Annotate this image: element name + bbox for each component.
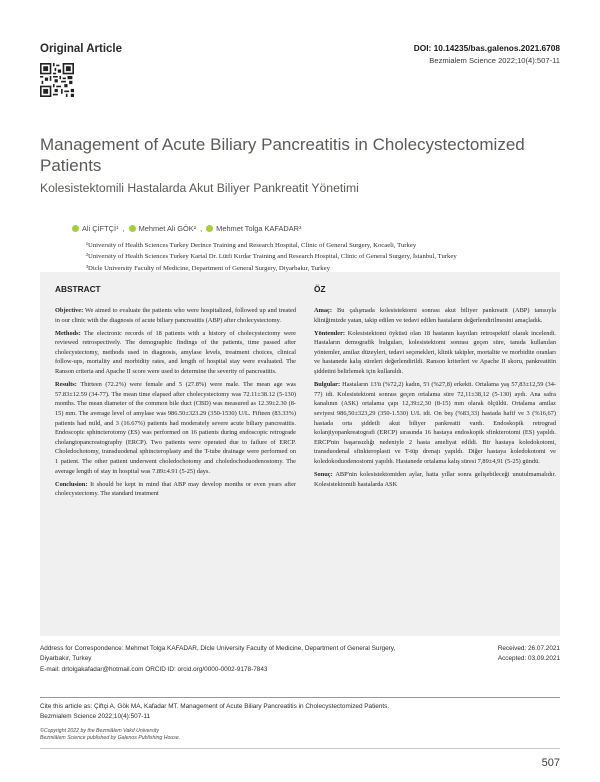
separator: ,: [200, 224, 203, 233]
abstract-conclusion: Conclusion: It should be kept in mind that ABP may develop months or even years after cholecystectomy. The standard treatment: [55, 480, 296, 498]
affiliation: ²University of Health Sciences Turkey Kartal Dr. Lütfi Kırdar Training and Research Hospital, Clinic of General Surgery, İstanbul, Turkey: [86, 253, 457, 261]
oz-yontemler: Yöntemler: Kolesistektomi öyküsü olan 18 hastanın kayıtları retrospektif olarak incelendi. Hastaların demografik bulguları, kolesistektomi sonrası geçen süre, tanıda kullanılan yöntemler, amilaz düzeyleri, tedavi seçenekleri, klinik takipler, mortalite ve morbidite oranları ve hastanede kalış süreleri değerlendirildi. Ranson kriterleri ve Apache II skoru, pankreatitin şiddetini belirlemek için kullanıldı.: [314, 329, 556, 376]
received-date: Received: 26.07.2021: [497, 645, 560, 652]
separator: ,: [122, 224, 125, 233]
oz-column: [314, 306, 556, 636]
author-list: [72, 224, 305, 233]
abstract-objective: Objective: We aimed to evaluate the patients who were hospitalized, followed up and treated in our clinic with the diagnosis of acute biliary pancreatitis (ABP) after cholecystectomy.: [55, 307, 296, 324]
oz-bulgular: Bulgular: Hastaların 13'ü (%72,2) kadın, 5'i (%27,8) erkekti. Ortalama yaş 57,83±12,59 (34-77) idi. Kolesistektomi sonrası geçen ortalama süre 72,11±38,12 (5-130) aydı. Ana safra kanalının (ASK) ortalama çapı 12,39±2,30 (8-15) mm olarak ölçüldü. Ortalama amilaz seviyesi 986,50±323,29 (350-1.530) U/L idi. On beş (%83,33) hastada hafif ve 3 (%16,67) hastada orta şiddetli akut biliyer pankreatit vardı. Endoskopik retrograd kolanjiyopankreatografi (ERCP) sırasında 16 hastaya endoskopik sfinkterotomi (ES) yapıldı. ERCP'nin başarısızlığı nedeniyle 2 hasta ameliyat edildi. Bir hastaya koledokotomi, transduodenal sfinkteroplasti ve T-tüp drenajı yapıldı. Diğer hastaya koledokotomi ve koledokoduodenostomi yapıldı. Hastanede ortalama kalış süresi 7,89±4,91 (5-25) gündü.: [314, 381, 556, 465]
affiliations: [86, 240, 556, 274]
page-number: 507: [541, 757, 560, 769]
orcid-icon[interactable]: [129, 225, 136, 232]
author-name: Mehmet Tolga KAFADAR³: [216, 224, 302, 233]
copyright: [40, 728, 420, 743]
author[interactable]: [129, 224, 197, 233]
oz-heading: ÖZ: [314, 284, 326, 294]
publisher-line: Bezmiâlem Science published by Galenos Publishing House.: [40, 735, 181, 742]
journal-citation: Bezmialem Science 2022;10(4):507-11: [429, 56, 560, 65]
footer-divider: [40, 748, 560, 749]
affiliation: ³Dicle University Faculty of Medicine, Department of General Surgery, Diyarbakır, Turkey: [86, 264, 330, 272]
abstract-methods: Methods: The electronic records of 18 patients with a history of cholecystectomy were reviewed retrospectively. The demographic findings of the patients, time passed after cholecystectomy, methods used in diagnosis, amylase levels, treatment choices, clinical follow-ups, mortality and morbidity rates, and length of hospital stay were evaluated. The Ranson criteria and Apache II score were used to determine the severity of pancreatitis.: [55, 329, 296, 376]
orcid-icon[interactable]: [206, 225, 213, 232]
abstract-heading: ABSTRACT: [55, 284, 101, 294]
cite-as: Cite this article as: Çiftçi A, Gök MA, Kafadar MT. Management of Acute Biliary Pancreatitis in Cholecystectomized Patients. Bezmialem Science 2022;10(4):507-11: [40, 703, 390, 721]
oz-amac: Amaç: Bu çalışmada kolesistektomi sonrası akut biliyer pankreatit (ABP) tanısıyla kliniğimizde yatan, takip edilen ve tedavi edilen hastaların değerlendirilmesini amaçladık.: [314, 307, 556, 324]
author-name: Mehmet Ali GÖK²: [138, 224, 197, 233]
abstract-column: [55, 306, 296, 636]
qr-code-icon: [40, 63, 74, 97]
orcid-icon[interactable]: [72, 225, 79, 232]
author-name: Ali ÇİFTÇİ¹: [82, 224, 119, 233]
doi[interactable]: DOI: 10.14235/bas.galenos.2021.6708: [413, 43, 560, 53]
affiliation: ¹University of Health Sciences Turkey Derince Training and Research Hospital, Clinic of General Surgery, Kocaeli, Turkey: [86, 242, 417, 249]
oz-sonuc: Sonuç: ABP'nin kolesistektomiden aylar, hatta yıllar sonra gelişebileceği unutulmamalıdır. Kolesistektomili hastalarda ASK: [314, 471, 556, 488]
correspondence-email[interactable]: E-mail: drtolgakafadar@hotmail.com ORCID ID: orcid.org/0000-0002-9178-7843: [40, 665, 268, 673]
divider: [40, 697, 560, 698]
article-type: Original Article: [40, 43, 123, 55]
correspondence-address: Address for Correspondence: Mehmet Tolga KAFADAR, Dicle University Faculty of Medicine, Department of General Surgery, Diyarbakır, Turkey: [40, 645, 396, 663]
abstract-results: Results: Thirteen (72.2%) were female and 5 (27.8%) were male. The mean age was 57.83±12.59 (34-77). The mean time elapsed after cholecystectomy was 72.11±38.12 (5-130) months. The mean diameter of the common bile duct (CBD) was measured as 12.39±2.30 (8-15) mm. The average level of amylase was 986.50±323.29 (350-1530) U/L. Fifteen (83.33%) patients had mild, and 3 (16.67%) patients had moderately severe acute biliary pancreatitis. Endoscopic sphincterotomy (ES) was performed on 16 patients during endoscopic retrograde cholangiopancreatography (ERCP). Two patients were operated due to failure of ERCP. Choledochotomy, transduodenal sphincteroplasty and the T-tube drainage were performed on 1 patient. The other patient underwent choledochotomy and choledochoduodenostomy. The average length of stay in hospital was 7.89±4.91 (5-25) days.: [55, 381, 296, 475]
accepted-date: Accepted: 03.09.2021: [497, 655, 560, 663]
correspondence: [40, 644, 400, 675]
author[interactable]: [72, 224, 119, 233]
copyright-line: ©Copyright 2022 by the Bezmiâlem Vakıf University: [40, 728, 159, 734]
article-dates: [498, 644, 560, 665]
author[interactable]: [206, 224, 301, 233]
article-title: Management of Acute Biliary Pancreatitis in Cholecystectomized Patients: [40, 135, 525, 175]
article-title-turkish: Kolesistektomili Hastalarda Akut Biliyer Pankreatit Yönetimi: [40, 181, 359, 195]
